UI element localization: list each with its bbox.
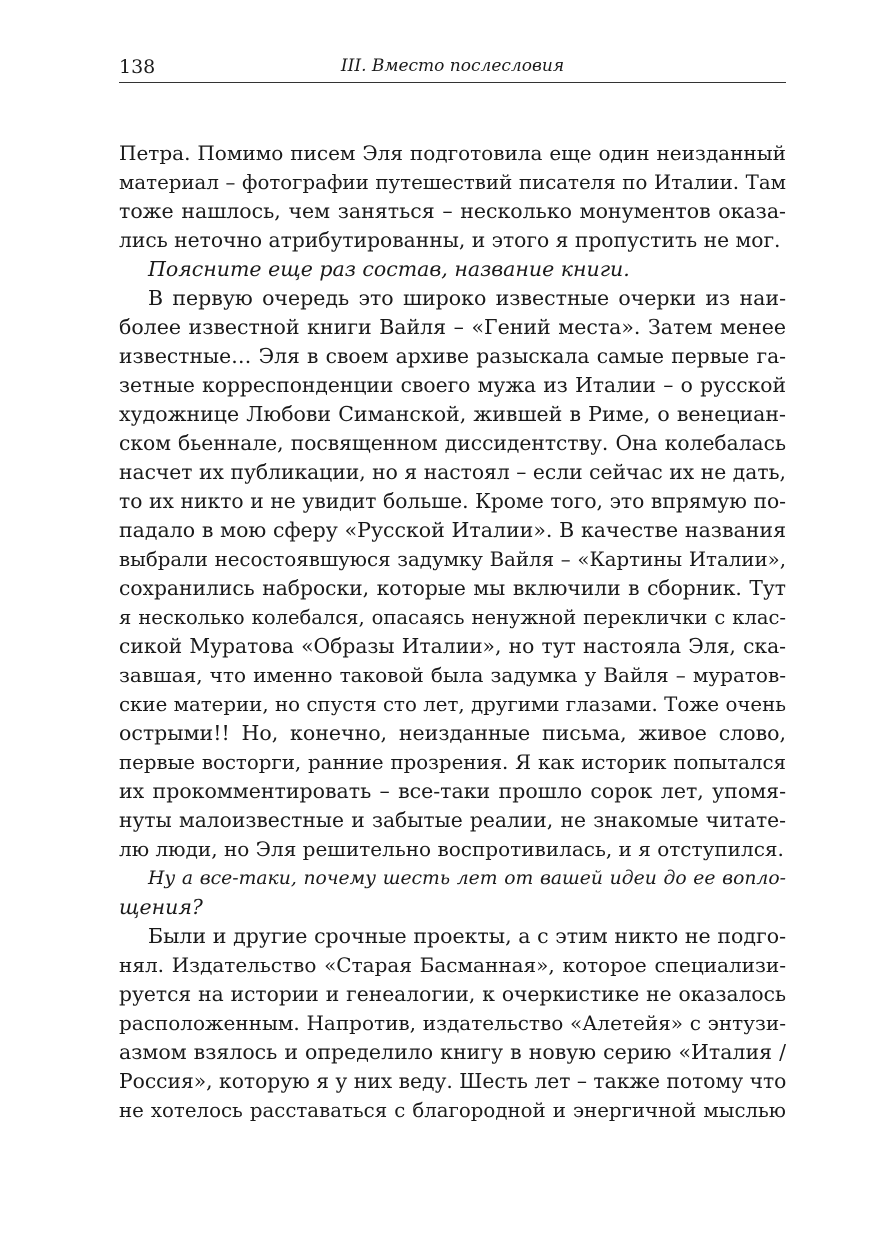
running-title: III. Вместо послесловия (340, 56, 565, 76)
text-line: их прокомментировать – все-таки прошло сорок лет, упомя- (119, 779, 786, 803)
text-line: завшая, что именно таковой была задумка у Вайля – муратов- (119, 663, 786, 687)
text-line: нуты малоизвестные и забытые реалии, не знакомые читате- (119, 808, 786, 832)
text-line: сикой Муратова «Образы Италии», но тут настояла Эля, ска- (119, 634, 786, 658)
text-line: падало в мою сферу «Русской Италии». В качестве названия (119, 518, 786, 542)
text-line: Были и другие срочные проекты, а с этим никто не подго- (148, 924, 786, 948)
text-line: тоже нашлось, чем заняться – несколько монументов оказа- (119, 199, 786, 223)
text-line: художнице Любови Симанской, жившей в Риме, о венециан- (119, 402, 786, 426)
text-line: Россия», которую я у них веду. Шесть лет – также потому что (119, 1069, 787, 1093)
text-line: не хотелось расставаться с благородной и энергичной мыслью (119, 1099, 786, 1122)
text-line: более известной книги Вайля – «Гений места». Затем менее (119, 315, 786, 339)
text-line: материал – фотографии путешествий писателя по Италии. Там (119, 171, 786, 194)
text-line: известные… Эля в своем архиве разыскала самые первые га- (119, 344, 786, 368)
interview-question: Ну а все-таки, почему шесть лет от вашей идеи до ее вопло- (148, 868, 786, 889)
text-line: то их никто и не увидит больше. Кроме того, это впрямую по- (119, 489, 786, 513)
text-line: сохранились наброски, которые мы включили в сборник. Тут (119, 576, 786, 600)
text-line: я несколько колебался, опасаясь ненужной переклички с клас- (119, 606, 786, 629)
text-line: лю люди, но Эля решительно воспротивилась, и я отступился. (119, 837, 784, 861)
text-line: нял. Издательство «Старая Басманная», которое специализи- (119, 953, 786, 977)
text-line: зетные корреспонденции своего мужа из Италии – о русской (119, 373, 786, 397)
text-line: азмом взялось и определило книгу в новую серию «Италия / (119, 1040, 786, 1064)
text-line: острыми!! Но, конечно, неизданные письма, живое слово, (119, 721, 786, 745)
text-line: ские материи, но спустя сто лет, другими глазами. Тоже очень (119, 693, 786, 716)
text-line: лись неточно атрибутированны, и этого я пропустить не мог. (119, 228, 781, 252)
text-line: первые восторги, ранние прозрения. Я как историк попытался (119, 751, 786, 774)
text-line: ском бьеннале, посвященном диссидентству. Она колебалась (119, 431, 786, 455)
body-text (119, 139, 786, 1125)
interview-question: щения? (119, 895, 203, 919)
text-line: насчет их публикации, но я настоял – если сейчас их не дать, (119, 460, 786, 484)
page-number: 138 (119, 56, 156, 78)
interview-question: Поясните еще раз состав, название книги. (148, 257, 630, 281)
text-line: Петра. Помимо писем Эля подготовила еще один неизданный (119, 141, 786, 165)
text-line: В первую очередь это широко известные очерки из наи- (148, 286, 786, 310)
running-header (119, 52, 786, 83)
text-line: руется на истории и генеалогии, к очеркистике не оказалось (119, 982, 786, 1006)
text-line: выбрали несостоявшуюся задумку Вайля – «Картины Италии», (119, 548, 786, 571)
text-line: расположенным. Напротив, издательство «Алетейя» с энтузи- (119, 1011, 786, 1035)
